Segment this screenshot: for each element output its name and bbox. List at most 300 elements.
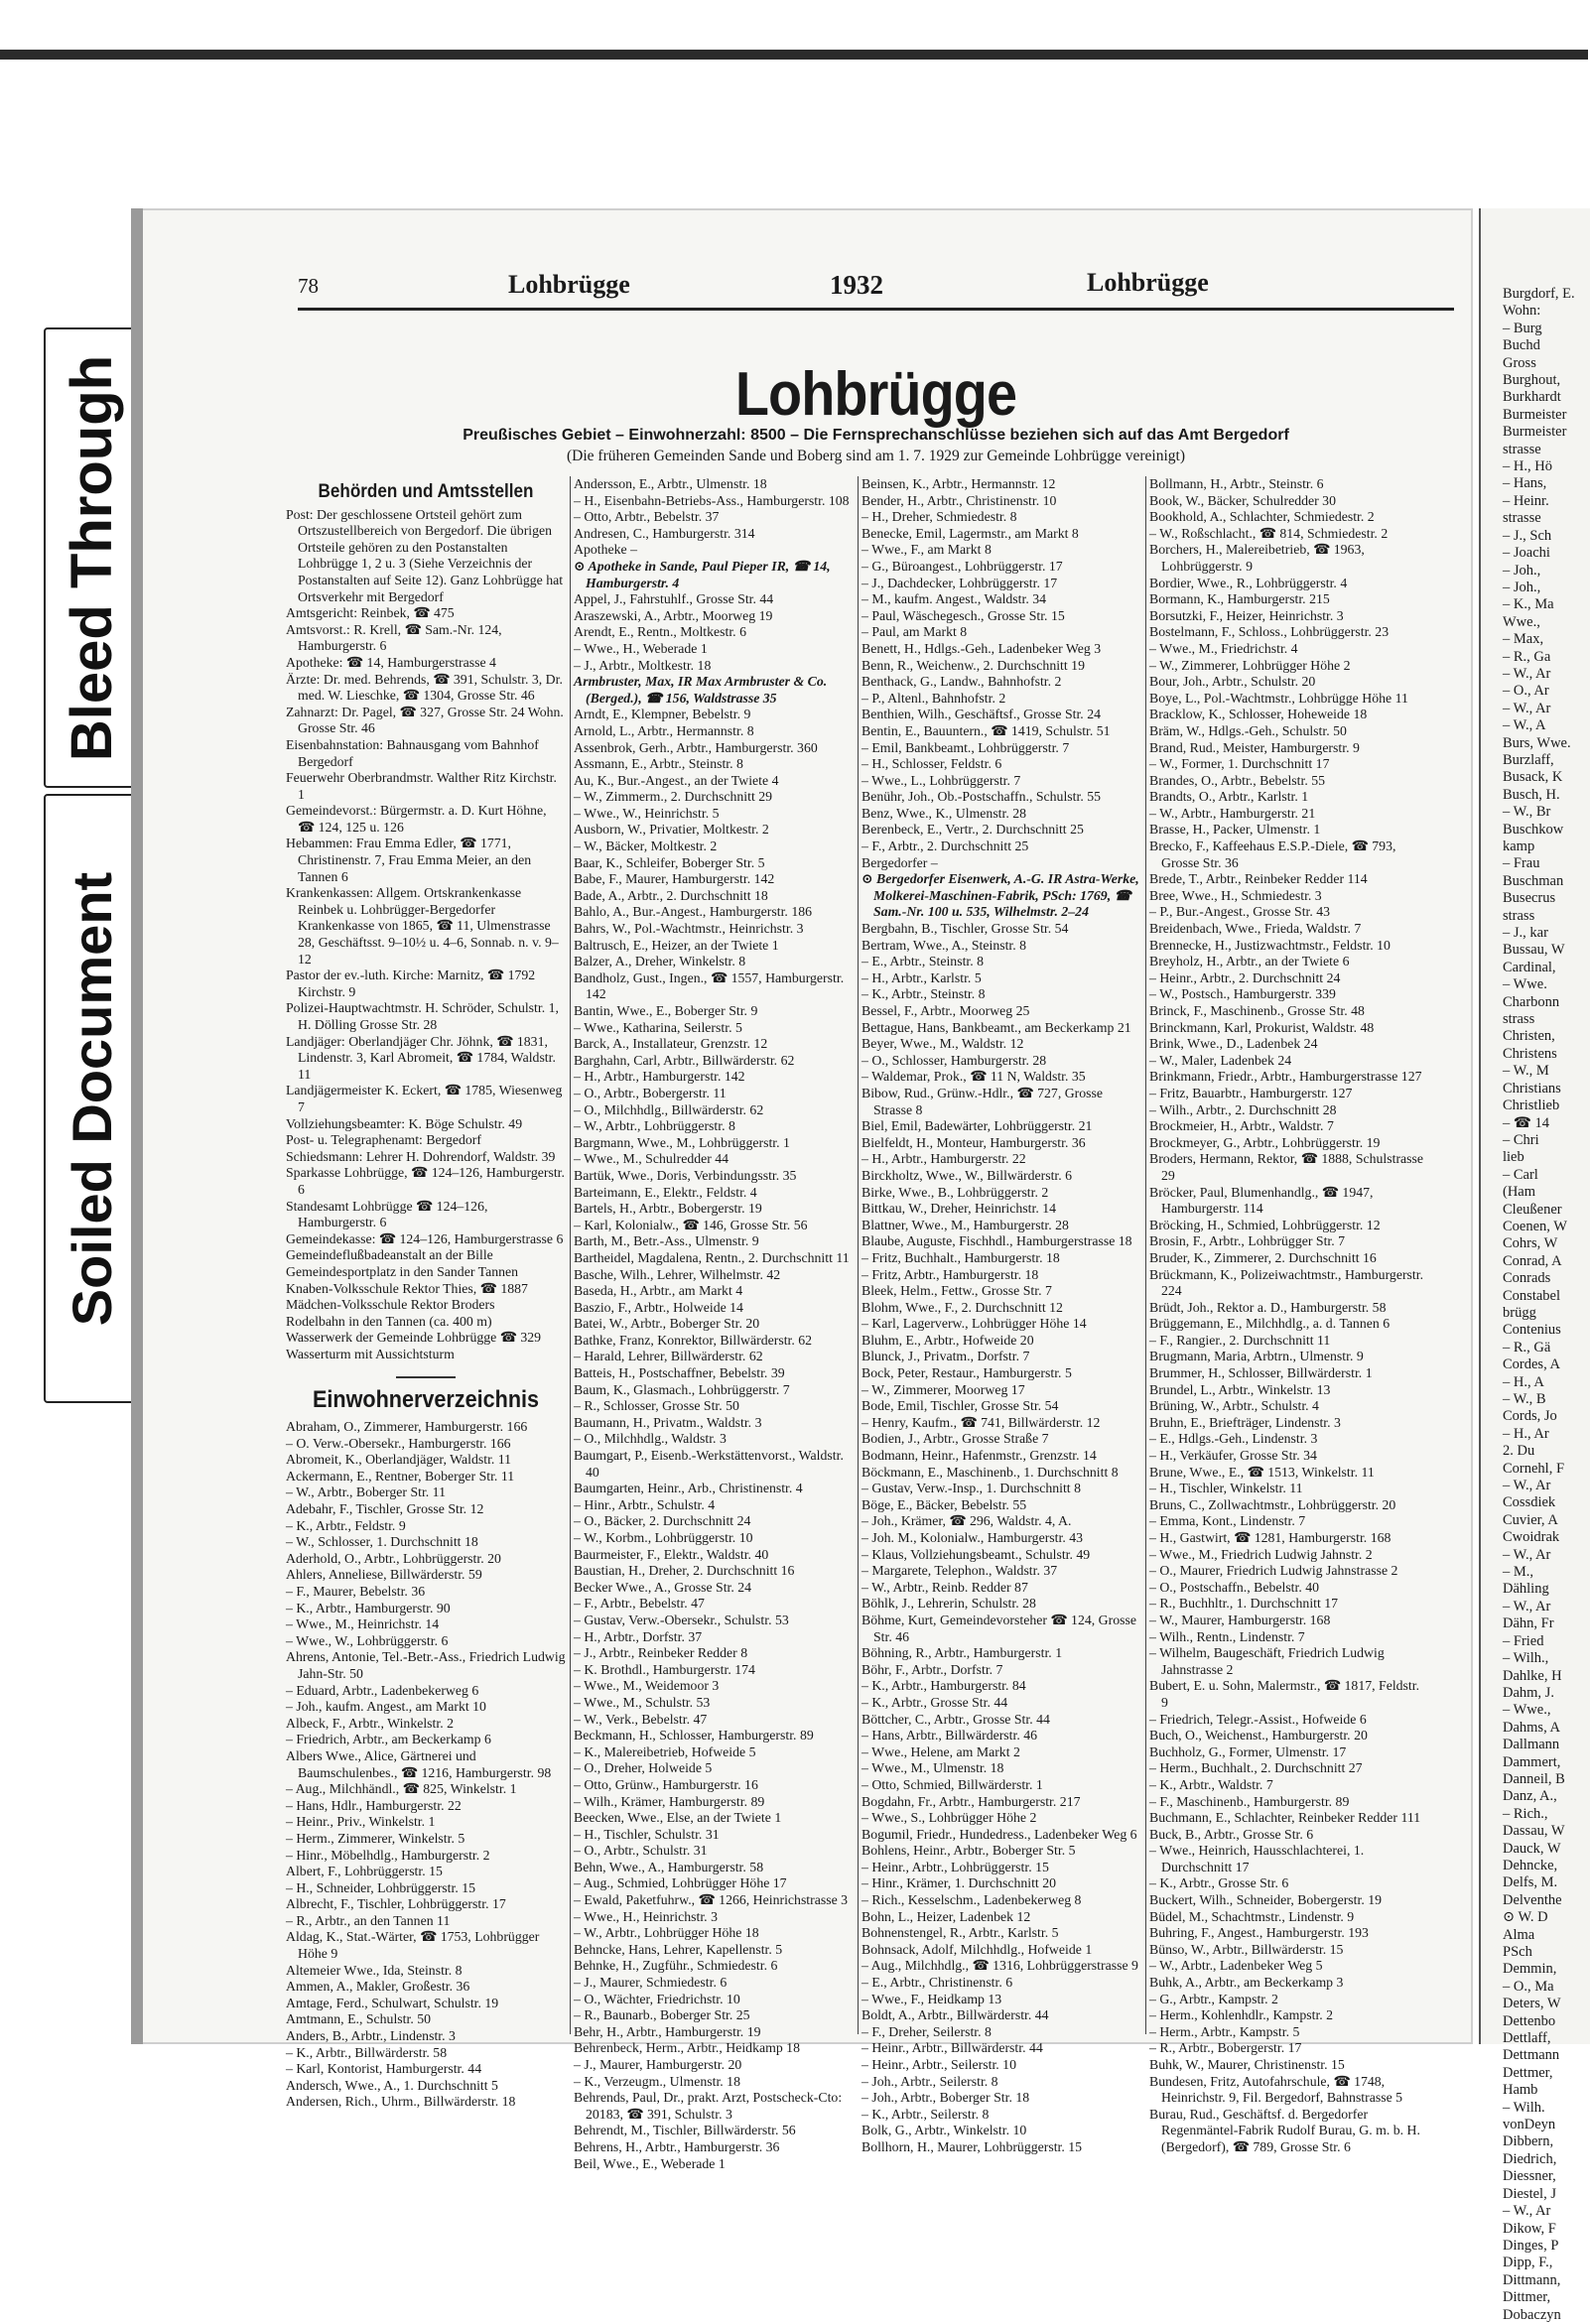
list-item: Albert, F., Lohbrüggerstr. 15 [286,1864,443,1879]
list-item: Baurmeister, F., Elektr., Waldstr. 40 [574,1546,769,1562]
list-item: Basche, Wilh., Lehrer, Wilhelmstr. 42 [574,1266,781,1282]
list-item: – W., Arbtr., Lohbrüggerstr. 8 [574,1118,735,1134]
list-item: Ärzte: Dr. med. Behrends, ☎ 391, Schulstr. 3, Dr. med. W. Lieschke, ☎ 1304, Grosse Str. 46 [286,671,563,704]
list-item: – F., Arbtr., 2. Durchschnitt 25 [861,839,1029,854]
adjacent-page-line: Dahlke, H [1503,1667,1562,1684]
list-item: Benz, Wwe., K., Ulmenstr. 28 [861,805,1027,821]
list-item: Bartheidel, Magdalena, Rentn., 2. Durchschnitt 11 [574,1249,850,1265]
list-item: Benett, H., Hdlgs.-Geh., Ladenbeker Weg 3 [861,640,1102,656]
bleed-through-label: Bleed Through [44,327,141,788]
adjacent-page-line: – W., A [1503,717,1546,734]
list-item: – Friedrich, Telegr.-Assist., Hofweide 6 [1149,1711,1367,1727]
adjacent-page-line: Buschkow [1503,821,1564,838]
list-item: Bree, Wwe., H., Schmiedestr. 3 [1149,887,1322,903]
list-item: – Heinr., Arbtr., 2. Durchschnitt 24 [1149,969,1341,985]
adjacent-page-line: Constabel [1503,1287,1560,1304]
adjacent-page-line: Buchd [1503,337,1540,354]
adjacent-page-line: – W., Ar [1503,2203,1551,2220]
list-item: Vollziehungsbeamter: K. Böge Schulstr. 49 [286,1115,523,1131]
list-item: – Harald, Lehrer, Billwärderstr. 62 [574,1349,763,1364]
adjacent-page-line: – Rich., [1503,1805,1548,1822]
list-item: Apotheke: ☎ 14, Hamburgerstrasse 4 [286,654,496,670]
list-item: Bour, Joh., Arbtr., Schulstr. 20 [1149,674,1316,690]
list-item: Bluhm, E., Arbtr., Hofweide 20 [861,1332,1034,1348]
list-item: – Fritz, Arbtr., Hamburgerstr. 18 [861,1266,1039,1282]
list-item: Brinkmann, Friedr., Arbtr., Hamburgerstrasse 127 [1149,1069,1422,1085]
adjacent-page-line: – H., Ar [1503,1425,1549,1442]
list-item: Feuerwehr Oberbrandmstr. Walther Ritz Kirchstr. 1 [286,770,557,802]
list-item: Behncke, Hans, Lehrer, Kapellenstr. 5 [574,1941,783,1957]
list-item: Büdel, M., Schachtmstr., Lindenstr. 9 [1149,1908,1355,1924]
list-item: Buhring, F., Angest., Hamburgerstr. 193 [1149,1925,1369,1941]
list-item: Arendt, E., Rentn., Moltkestr. 6 [574,624,746,640]
adjacent-page-line: Buschman [1503,872,1564,889]
list-item: – O., Milchhdlg., Billwärderstr. 62 [574,1101,764,1117]
list-item: – Herm., Arbtr., Kampstr. 5 [1149,2023,1300,2039]
adjacent-page-line: lieb [1503,1149,1524,1166]
list-item: Bade, A., Arbtr., 2. Durchschnitt 18 [574,887,768,903]
list-item: Gemeindevorst.: Bürgermstr. a. D. Kurt Höhne, ☎ 124, 125 u. 126 [286,803,547,835]
list-item: Böhme, Kurt, Gemeindevorsteher ☎ 124, Grosse Str. 46 [861,1612,1136,1644]
adjacent-page-line: – O., Ma [1503,1978,1554,1995]
adjacent-page-line: Dehncke, [1503,1857,1558,1873]
list-item: Blaube, Auguste, Fischhdl., Hamburgerstrasse 18 [861,1233,1132,1249]
list-item: – W., Roßschlacht., ☎ 814, Schmiedestr. 2 [1149,525,1389,541]
list-item: Buhk, W., Maurer, Christinenstr. 15 [1149,2057,1345,2072]
list-item: Brockmeyer, G., Arbtr., Lohbrüggerstr. 19 [1149,1134,1381,1150]
list-item: Assenbrok, Gerh., Arbtr., Hamburgerstr. 360 [574,739,818,755]
page-title: Lohbrügge [734,360,1017,429]
list-item: Birke, Wwe., B., Lohbrüggerstr. 2 [861,1184,1049,1200]
adjacent-page-line: – Chri [1503,1131,1539,1148]
adjacent-page-fragment [1479,208,1590,2323]
adjacent-page-line: Dahm, J. [1503,1684,1554,1701]
list-item: – R., Arbtr., Bobergerstr. 17 [1149,2040,1302,2056]
list-item: Brückmann, K., Polizeiwachtmstr., Hamburgerstr. 224 [1149,1266,1424,1299]
list-item: Abraham, O., Zimmerer, Hamburgerstr. 166 [286,1419,528,1435]
adjacent-page-line: Cords, Jo [1503,1408,1557,1425]
list-item: Burau, Rud., Geschäftsf. d. Bergedorfer Regenmäntel-Fabrik Rudolf Burau, G. m. b. H. (Bergedorf), ☎ 789, Grosse Str. 6 [1149,2106,1420,2154]
list-item: Buchholz, G., Former, Ulmenstr. 17 [1149,1743,1347,1759]
adjacent-page-line: Burgdorf, E. [1503,286,1575,302]
list-item: – Wwe., Katharina, Seilerstr. 5 [574,1019,742,1035]
adjacent-page-line: Burmeister [1503,406,1567,423]
list-item: Bostelmann, F., Schloss., Lohbrüggerstr. 23 [1149,624,1390,640]
list-item: Brinckmann, Karl, Prokurist, Waldstr. 48 [1149,1019,1375,1035]
list-item: – Heinr., Arbtr., Billwärderstr. 44 [861,2040,1043,2056]
adjacent-page-line: Conrads [1503,1270,1551,1287]
list-item: Bode, Emil, Tischler, Grosse Str. 54 [861,1398,1059,1414]
adjacent-page-line: – Wilh. [1503,2099,1545,2116]
list-item: Bertram, Wwe., A., Steinstr. 8 [861,937,1027,953]
list-item: Blattner, Wwe., M., Hamburgerstr. 28 [861,1217,1069,1232]
list-item: – Wwe., H., Heinrichstr. 3 [574,1908,718,1924]
list-item: Breyholz, H., Arbtr., an der Twiete 6 [1149,954,1350,969]
list-item: Bormann, K., Hamburgerstr. 215 [1149,591,1330,607]
list-item: Wasserwerk der Gemeinde Lohbrügge ☎ 329 [286,1330,542,1346]
adjacent-page-line: Dipp, F., [1503,2255,1553,2271]
list-item: Krankenkassen: Allgem. Ortskrankenkasse Reinbek u. Lohbrügger-Bergedorfer Krankenkasse von 1865, ☎ 11, Ulmenstrasse 28, Geschäftsst. 9–10½ u. 4–6, Sonnab. n. v. 9–12 [286,885,559,967]
list-item: Böttcher, C., Arbtr., Grosse Str. 44 [861,1711,1050,1727]
adjacent-page-line: 2. Du [1503,1443,1535,1460]
list-item: – Friedrich, Arbtr., am Beckerkamp 6 [286,1732,491,1747]
adjacent-page-line: strass [1503,907,1535,924]
residents-list [1149,476,1429,2156]
adjacent-page-line: Dallmann [1503,1737,1560,1753]
list-item: Barck, A., Installateur, Grenzstr. 12 [574,1036,768,1052]
list-item: Baumgarten, Heinr., Arb., Christinenstr. 4 [574,1481,803,1496]
list-item: – Henry, Kaufm., ☎ 741, Billwärderstr. 12 [861,1414,1101,1430]
list-item: Bartels, H., Arbtr., Bobergerstr. 19 [574,1201,762,1217]
adjacent-page-line: Alma [1503,1926,1535,1943]
list-item: Boye, L., Pol.-Wachtmstr., Lohbrügge Höhe 11 [1149,690,1408,706]
list-item: – Gustav, Verw.-Insp., 1. Durchschnitt 8 [861,1481,1081,1496]
list-item: Post: Der geschlossene Ortsteil gehört zum Ortszustellbereich von Bergedorf. Die übrigen Ortsteile gehören zu den Postanstalten Lohbrügge 1, 2 u. 3 (Siehe Verzeichnis der Postanstalten auf Seite 12). Ganz Lohbrügge hat Ortsverkehr mit Bergedorf [286,506,564,604]
list-item: Baumann, H., Privatm., Waldstr. 3 [574,1414,762,1430]
list-item: – Margarete, Telephon., Waldstr. 37 [861,1563,1058,1579]
adjacent-page-line: Busecrus [1503,890,1556,907]
adjacent-page-line: Hamb [1503,2082,1538,2099]
column-3 [861,476,1141,2156]
adjacent-page-line: – Hans, [1503,475,1547,492]
adjacent-page-line: Burs, Wwe. [1503,734,1571,751]
list-item: – O., Schlosser, Hamburgerstr. 28 [861,1052,1047,1068]
adjacent-page-line: PSch [1503,1944,1532,1960]
list-item: Bergedorfer – [861,854,938,870]
list-item: – Otto, Grünw., Hamburgerstr. 16 [574,1776,758,1792]
list-item: Pastor der ev.-luth. Kirche: Marnitz, ☎ 1792 Kirchstr. 9 [286,968,536,999]
list-item: Beyer, Wwe., M., Waldstr. 12 [861,1036,1024,1052]
adjacent-page-line: Dähling [1503,1581,1549,1598]
list-item: – W., Zimmerer, Moorweg 17 [861,1381,1025,1397]
adjacent-page-line: brügg [1503,1304,1536,1321]
list-item: – Hans, Arbtr., Billwärderstr. 46 [861,1728,1038,1743]
list-item: – Fritz, Bauarbtr., Hamburgerstr. 127 [1149,1085,1353,1100]
list-item: Armbruster, Max, IR Max Armbruster & Co. (Berged.), ☎ 156, Waldstrasse 35 [574,674,828,706]
list-item: – Wwe., Heinrich, Hausschlachterei, 1. Durchschnitt 17 [1149,1843,1365,1874]
adjacent-page-line: – W., B [1503,1391,1546,1407]
list-item: – Wwe., W., Heinrichstr. 5 [574,805,720,821]
adjacent-page-line: strasse [1503,441,1541,457]
adjacent-page-line: Christians [1503,1080,1561,1097]
list-item: Barth, M., Betr.-Ass., Ulmenstr. 9 [574,1233,759,1249]
list-item: – Wwe., F., Heidkamp 13 [861,1991,1002,2006]
list-item: Bubert, E. u. Sohn, Malermstr., ☎ 1817, Feldstr. 9 [1149,1678,1420,1710]
adjacent-page-line: Dauck, W [1503,1840,1561,1857]
adjacent-page-line: Danneil, B [1503,1770,1565,1787]
adjacent-page-line: – Burg [1503,320,1542,336]
adjacent-page-line: Wwe., [1503,613,1540,630]
adjacent-page-line: Busch, H. [1503,786,1560,803]
list-item: Behr, H., Arbtr., Hamburgerstr. 19 [574,2023,761,2039]
list-item: Bohn, L., Heizer, Ladenbek 12 [861,1908,1031,1924]
list-item: – Waldemar, Prok., ☎ 11 N, Waldstr. 35 [861,1069,1086,1085]
list-item: Albeck, F., Arbtr., Winkelstr. 2 [286,1715,455,1731]
list-item: – Herm., Kohlenhdlr., Kampstr. 2 [1149,2007,1334,2023]
list-item: – Herm., Zimmerer, Winkelstr. 5 [286,1830,465,1846]
list-item: Arnold, L., Arbtr., Hermannstr. 8 [574,722,754,738]
adjacent-page-line: – R., Gä [1503,1339,1551,1356]
list-item: – O., Arbtr., Bobergerstr. 11 [574,1085,727,1100]
adjacent-page-line: – Wilh., [1503,1650,1549,1667]
list-item: Amtsgericht: Reinbek, ☎ 475 [286,605,455,621]
list-item: Bender, H., Arbtr., Christinenstr. 10 [861,492,1057,508]
list-item: Araszewski, A., Arbtr., Moorweg 19 [574,607,773,623]
adjacent-page-line: – Frau [1503,855,1540,872]
adjacent-page-line: Busack, K [1503,769,1563,786]
list-item: Andersen, Rich., Uhrm., Billwärderstr. 18 [286,2094,516,2110]
list-item: – Wwe., M., Heinrichstr. 14 [286,1616,440,1632]
list-item: – W., Former, 1. Durchschnitt 17 [1149,756,1330,772]
list-item: Bruns, C., Zollwachtmstr., Lohbrüggerstr. 20 [1149,1496,1396,1512]
adjacent-page-line: Dibbern, [1503,2133,1554,2150]
page-number: 78 [298,274,319,298]
list-item: Albers Wwe., Alice, Gärtnerei und Baumschulenbes., ☎ 1216, Hamburgerstr. 98 [286,1747,552,1780]
list-item: – Heinr., Arbtr., Seilerstr. 10 [861,2057,1016,2072]
list-item: Bantin, Wwe., E., Boberger Str. 9 [574,1003,758,1018]
page-gutter-shadow [131,208,143,2044]
adjacent-page-line: Cardinal, [1503,959,1556,975]
list-item: Andersch, Wwe., A., 1. Durchschnitt 5 [286,2077,498,2093]
column-1 [286,476,566,2111]
list-item: Wasserturm mit Aussichtsturm [286,1346,455,1361]
list-item: Mädchen-Volksschule Rektor Broders [286,1297,495,1313]
list-item: – Joh., Arbtr., Boberger Str. 18 [861,2090,1030,2106]
running-head-year: 1932 [830,270,883,300]
list-item: Bröcking, H., Schmied, Lohbrüggerstr. 12 [1149,1217,1381,1232]
list-item: Bahrs, W., Pol.-Wachtmstr., Heinrichstr. 3 [574,921,804,937]
list-item: – Hinr., Arbtr., Schulstr. 4 [574,1496,716,1512]
list-item: ⊙ Bergedorfer Eisenwerk, A.-G. IR Astra-Werke, Molkerei-Maschinen-Fabrik, PSch: 1769, ☎ Sam.-Nr. 100 u. 535, Wilhelmstr. 2–24 [861,871,1139,920]
list-item: Abromeit, K., Oberlandjäger, Waldstr. 11 [286,1452,512,1468]
list-item: – Otto, Arbtr., Bebelstr. 37 [574,509,720,525]
list-item: – R., Buchhltr., 1. Durchschnitt 17 [1149,1596,1339,1612]
adjacent-page-line: – Carl [1503,1166,1538,1183]
adjacent-page-line: – W., M [1503,1063,1549,1080]
list-item: – G., Büroangest., Lohbrüggerstr. 17 [861,558,1063,574]
adjacent-page-line: Burkhardt [1503,389,1561,406]
list-item: – Emil, Bankbeamt., Lohbrüggerstr. 7 [861,739,1070,755]
list-item: Balzer, A., Dreher, Winkelstr. 8 [574,954,746,969]
list-item: – Wilh., Arbtr., 2. Durchschnitt 28 [1149,1101,1337,1117]
list-item: Bathke, Franz, Konrektor, Billwärderstr. 62 [574,1332,813,1348]
list-item: Brinck, F., Maschinenb., Grosse Str. 48 [1149,1003,1365,1018]
adjacent-page-line: Dähn, Fr [1503,1615,1554,1632]
adjacent-page-line: Dikow, F [1503,2220,1556,2237]
list-item: – K., Arbtr., Seilerstr. 8 [861,2106,990,2122]
list-item: – Hinr., Möbelhdlg., Hamburgerstr. 2 [286,1847,490,1863]
list-item: – W., Maler, Ladenbek 24 [1149,1052,1292,1068]
adjacent-page-line: Cleußener [1503,1201,1562,1218]
list-item: Bleek, Helm., Fettw., Grosse Str. 7 [861,1283,1052,1299]
adjacent-page-line: Cornehl, F [1503,1460,1565,1477]
list-item: – Paul, am Markt 8 [861,624,968,640]
list-item: – K., Malereibetrieb, Hofweide 5 [574,1743,756,1759]
list-item: Sparkasse Lohbrügge, ☎ 124–126, Hamburgerstr. 6 [286,1165,565,1197]
adjacent-page-line: – W., Ar [1503,1598,1551,1614]
list-item: Post- u. Telegraphenamt: Bergedorf [286,1132,481,1148]
list-item: Assmann, E., Arbtr., Steinstr. 8 [574,756,743,772]
list-item: Brune, Wwe., E., ☎ 1513, Winkelstr. 11 [1149,1464,1375,1480]
list-item: Behnke, H., Zugführ., Schmiedestr. 6 [574,1958,778,1974]
list-item: – K., Arbtr., Waldstr. 7 [1149,1776,1273,1792]
list-item: – G., Arbtr., Kampstr. 2 [1149,1991,1278,2006]
adjacent-page-line: Dahms, A [1503,1719,1560,1736]
list-item: Andersson, E., Arbtr., Ulmenstr. 18 [574,476,767,491]
list-item: Bergbahn, B., Tischler, Grosse Str. 54 [861,921,1069,937]
list-item: – Joh., kaufm. Angest., am Markt 10 [286,1699,486,1715]
adjacent-page-line: Burghout, [1503,372,1561,389]
residents-list [286,1419,566,2111]
list-item: – F., Maschinenb., Hamburgerstr. 89 [1149,1793,1350,1809]
adjacent-page-text [1481,208,1590,2324]
adjacent-page-line: Dettenbo [1503,2012,1556,2029]
list-item: Benn, R., Weichenw., 2. Durchschnitt 19 [861,657,1085,673]
list-item: Baum, K., Glasmach., Lohbrüggerstr. 7 [574,1381,790,1397]
list-item: – Karl, Kolonialw., ☎ 146, Grosse Str. 56 [574,1217,808,1232]
list-item: Blohm, Wwe., F., 2. Durchschnitt 12 [861,1299,1063,1315]
list-item: Altemeier Wwe., Ida, Steinstr. 8 [286,1962,463,1978]
adjacent-page-line: Dammert, [1503,1753,1561,1770]
list-item: Barteimann, E., Elektr., Feldstr. 4 [574,1184,757,1200]
list-item: – F., Dreher, Seilerstr. 8 [861,2023,992,2039]
list-item: – Wilh., Rentn., Lindenstr. 7 [1149,1628,1305,1644]
list-item: Book, W., Bäcker, Schulredder 30 [1149,492,1336,508]
list-item: – K., Arbtr., Hamburgerstr. 90 [286,1600,451,1615]
list-item: – Fritz, Buchhalt., Hamburgerstr. 18 [861,1249,1060,1265]
section-heading-authorities: Behörden und Amtsstellen [318,481,534,502]
adjacent-page-line: Cwoidrak [1503,1529,1560,1546]
list-item: – Joh., Arbtr., Seilerstr. 8 [861,2073,998,2089]
adjacent-page-line: – W., Ar [1503,1478,1551,1494]
soiled-document-label: Soiled Document [44,794,141,1403]
list-item: Landjägermeister K. Eckert, ☎ 1785, Wiesenweg 7 [286,1083,563,1114]
adjacent-page-line: – H., Hö [1503,458,1552,475]
list-item: – Wwe., Helene, am Markt 2 [861,1743,1020,1759]
adjacent-page-line: Wohn: [1503,303,1541,320]
list-item: – Herm., Buchhalt., 2. Durchschnitt 27 [1149,1760,1363,1776]
list-item: – J., Maurer, Schmiedestr. 6 [574,1975,728,1991]
adjacent-page-line: Deters, W [1503,1996,1561,2012]
adjacent-page-line: Dassau, W [1503,1823,1565,1840]
list-item: – E., Arbtr., Christinenstr. 6 [861,1975,1013,1991]
list-item: – Wwe., M., Ulmenstr. 18 [861,1760,1004,1776]
list-item: Bibow, Rud., Grünw.-Hdlr., ☎ 727, Grosse Strasse 8 [861,1085,1104,1117]
list-item: Becker Wwe., A., Grosse Str. 24 [574,1579,752,1595]
list-item: – H., Tischler, Winkelstr. 11 [1149,1481,1303,1496]
list-item: Bolk, G., Arbtr., Winkelstr. 10 [861,2123,1027,2138]
adjacent-page-line: Dettmer, [1503,2064,1553,2081]
list-item: – Wwe., M., Schulredder 44 [574,1151,729,1167]
list-item: Bruder, K., Zimmerer, 2. Durchschnitt 16 [1149,1249,1377,1265]
adjacent-page-line: Cohrs, W [1503,1235,1558,1252]
list-item: – H., Eisenbahn-Betriebs-Ass., Hamburgerstr. 108 [574,492,850,508]
list-item: Ackermann, E., Rentner, Boberger Str. 11 [286,1468,515,1484]
adjacent-page-line: – M., [1503,1564,1534,1581]
list-item: – W., Zimmerm., 2. Durchschnitt 29 [574,789,773,805]
list-item: – E., Hdlgs.-Geh., Lindenstr. 3 [1149,1431,1318,1447]
list-item: – J., Arbtr., Moltkestr. 18 [574,657,712,673]
list-item: Broders, Hermann, Rektor, ☎ 1888, Schulstrasse 29 [1149,1151,1424,1183]
list-item: Behn, Wwe., A., Hamburgerstr. 58 [574,1859,764,1874]
adjacent-page-line: Dobaczyn [1503,2306,1561,2323]
list-item: Ammen, A., Makler, Großestr. 36 [286,1979,470,1995]
list-item: Behrenbeck, Herm., Arbtr., Heidkamp 18 [574,2040,800,2056]
list-item: Böckmann, E., Maschinenb., 1. Durchschnitt 8 [861,1464,1119,1480]
list-item: Bartük, Wwe., Doris, Verbindungsstr. 35 [574,1167,797,1183]
list-item: – J., Maurer, Hamburgerstr. 20 [574,2057,742,2072]
list-item: Bracklow, K., Schlosser, Hoheweide 18 [1149,707,1368,722]
adjacent-page-line: Diessner, [1503,2168,1556,2185]
list-item: Baszio, F., Arbtr., Holweide 14 [574,1299,743,1315]
list-item: Borchers, H., Malereibetrieb, ☎ 1963, Lohbrüggerstr. 9 [1149,542,1365,574]
list-item: Benthien, Wilh., Geschäftsf., Grosse Str. 24 [861,707,1101,722]
adjacent-page-line: Cordes, A [1503,1356,1560,1373]
list-item: Aderhold, O., Arbtr., Lohbrüggerstr. 20 [286,1550,501,1566]
list-item: Buck, B., Arbtr., Grosse Str. 6 [1149,1826,1314,1842]
adjacent-page-line: – W., Ar [1503,665,1551,682]
adjacent-page-line: strass [1503,1011,1535,1028]
list-item: – H., Arbtr., Hamburgerstr. 22 [861,1151,1026,1167]
list-item: Behrendt, M., Tischler, Billwärderstr. 56 [574,2123,796,2138]
adjacent-page-line: Diedrich, [1503,2150,1557,2167]
list-item: Bogumil, Friedr., Hundedress., Ladenbeker Weg 6 [861,1826,1137,1842]
list-item: Knaben-Volksschule Rektor Thies, ☎ 1887 [286,1280,528,1296]
list-item: Gemeindeflußbadeanstalt an der Bille [286,1247,493,1263]
list-item: Andresen, C., Hamburgerstr. 314 [574,525,755,541]
adjacent-page-line: Christens [1503,1045,1557,1062]
adjacent-page-line: Christen, [1503,1028,1555,1045]
list-item: – K., Arbtr., Hamburgerstr. 84 [861,1678,1026,1694]
list-item: Amtmann, E., Schulstr. 50 [286,2011,432,2027]
list-item: – W., Korbm., Lohbrüggerstr. 10 [574,1530,753,1545]
residents-list [574,476,854,2172]
list-item: Schiedsmann: Lehrer H. Dohrendorf, Waldstr. 39 [286,1148,556,1164]
list-item: Bohnsack, Adolf, Milchhdlg., Hofweide 1 [861,1941,1093,1957]
list-item: Baumgart, P., Eisenb.-Werkstättenvorst., Waldstr. 40 [574,1448,844,1480]
list-item: Benecke, Emil, Lagermstr., am Markt 8 [861,525,1079,541]
list-item: – W., Schlosser, 1. Durchschnitt 18 [286,1534,478,1550]
column-2 [574,476,854,2172]
list-item: – Wwe., H., Weberade 1 [574,640,708,656]
list-item: – E., Arbtr., Steinstr. 8 [861,954,985,969]
list-item: – W., Arbtr., Lohbrügger Höhe 18 [574,1925,759,1941]
list-item: Birckholtz, Wwe., W., Billwärderstr. 6 [861,1167,1073,1183]
list-item: – O., Postschaffn., Bebelstr. 40 [1149,1579,1320,1595]
list-item: ⊙ Apotheke in Sande, Paul Pieper IR, ☎ 14, Hamburgerstr. 4 [574,558,831,590]
adjacent-page-line: – R., Ga [1503,648,1551,665]
list-item: Brosin, F., Arbtr., Lohbrügger Str. 7 [1149,1233,1346,1249]
list-item: Bruhn, E., Briefträger, Lindenstr. 3 [1149,1414,1341,1430]
list-item: Au, K., Bur.-Angest., an der Twiete 4 [574,772,779,788]
list-item: – Gustav, Verw.-Obersekr., Schulstr. 53 [574,1612,789,1627]
list-item: – Wwe., W., Lohbrüggerstr. 6 [286,1632,449,1648]
list-item: Bodmann, Heinr., Hafenmstr., Grenzstr. 14 [861,1448,1097,1464]
list-item: – J., Dachdecker, Lohbrüggerstr. 17 [861,575,1058,590]
list-item: – O., Dreher, Holweide 5 [574,1760,713,1776]
list-item: Borsutzki, F., Heizer, Heinrichstr. 3 [1149,607,1344,623]
adjacent-page-line: Charbonn [1503,993,1560,1010]
list-item: Buckert, Wilh., Schneider, Bobergerstr. 19 [1149,1892,1383,1908]
list-item: – H., Gastwirt, ☎ 1281, Hamburgerstr. 168 [1149,1530,1391,1545]
list-item: – F., Arbtr., Bebelstr. 47 [574,1596,705,1612]
list-item: Baltrusch, E., Heizer, an der Twiete 1 [574,937,779,953]
list-item: Böhlk, J., Lehrerin, Schulstr. 28 [861,1596,1036,1612]
adjacent-page-line: – H., A [1503,1373,1544,1390]
list-item: – Joh. M., Kolonialw., Hamburgerstr. 43 [861,1530,1084,1545]
running-head [298,268,1454,311]
adjacent-page-line: – J., Sch [1503,527,1552,544]
